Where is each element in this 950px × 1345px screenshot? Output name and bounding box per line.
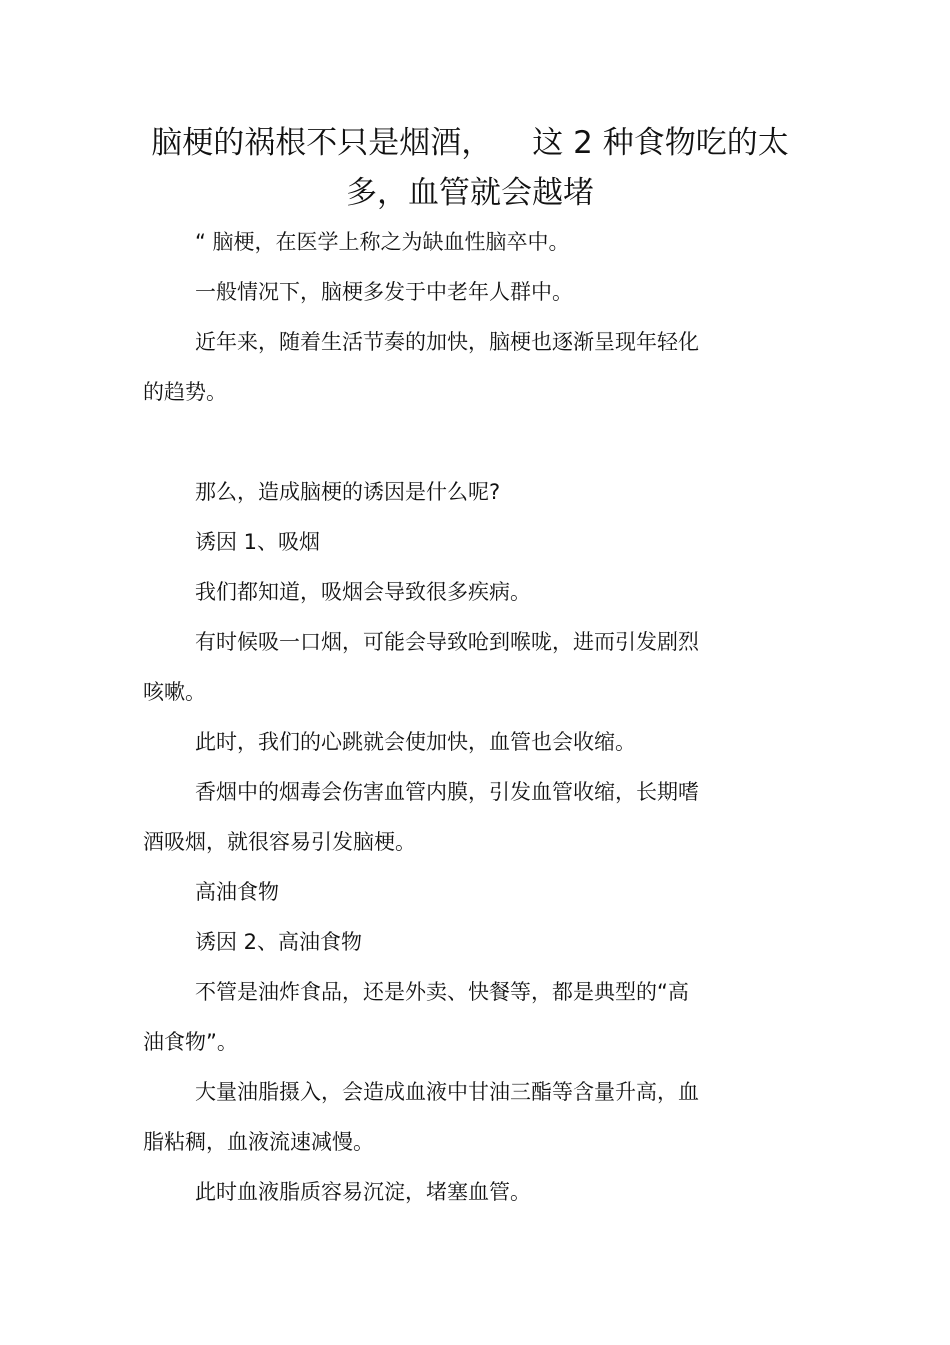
paragraph-9-line-1: 香烟中的烟毒会伤害血管内膜，引发血管收缩，长期嗜 xyxy=(195,780,699,804)
paragraph-3-line-2: 的趋势。 xyxy=(143,380,227,404)
title-part-2: 这 2 种食物吃的太 xyxy=(532,125,789,161)
paragraph-13-line-2: 脂粘稠，血液流速减慢。 xyxy=(143,1130,374,1154)
paragraph-3-line-1: 近年来，随着生活节奏的加快，脑梗也逐渐呈现年轻化 xyxy=(195,330,699,354)
paragraph-12-line-2: 油食物”。 xyxy=(143,1030,238,1054)
paragraph-14: 此时血液脂质容易沉淀，堵塞血管。 xyxy=(195,1180,531,1204)
paragraph-13-line-1: 大量油脂摄入，会造成血液中甘油三酯等含量升高，血 xyxy=(195,1080,699,1104)
title-part-1: 脑梗的祸根不只是烟酒， xyxy=(151,125,493,161)
paragraph-12-line-1: 不管是油炸食品，还是外卖、快餐等，都是典型的“高 xyxy=(195,980,689,1004)
paragraph-5-heading: 诱因 1、吸烟 xyxy=(195,530,321,554)
paragraph-7-line-1: 有时候吸一口烟，可能会导致呛到喉咙，进而引发剧烈 xyxy=(195,630,699,654)
document-title-line-1 xyxy=(130,123,810,163)
paragraph-10: 高油食物 xyxy=(195,880,279,904)
paragraph-2: 一般情况下，脑梗多发于中老年人群中。 xyxy=(195,280,573,304)
paragraph-1: “ 脑梗，在医学上称之为缺血性脑卒中。 xyxy=(195,230,570,254)
paragraph-9-line-2: 酒吸烟，就很容易引发脑梗。 xyxy=(143,830,416,854)
document-title-line-2: 多，血管就会越堵 xyxy=(346,175,594,211)
paragraph-11-heading: 诱因 2、高油食物 xyxy=(195,930,363,954)
paragraph-7-line-2: 咳嗽。 xyxy=(143,680,206,704)
paragraph-8: 此时，我们的心跳就会使加快，血管也会收缩。 xyxy=(195,730,636,754)
paragraph-6: 我们都知道，吸烟会导致很多疾病。 xyxy=(195,580,531,604)
paragraph-4: 那么，造成脑梗的诱因是什么呢? xyxy=(195,480,501,504)
